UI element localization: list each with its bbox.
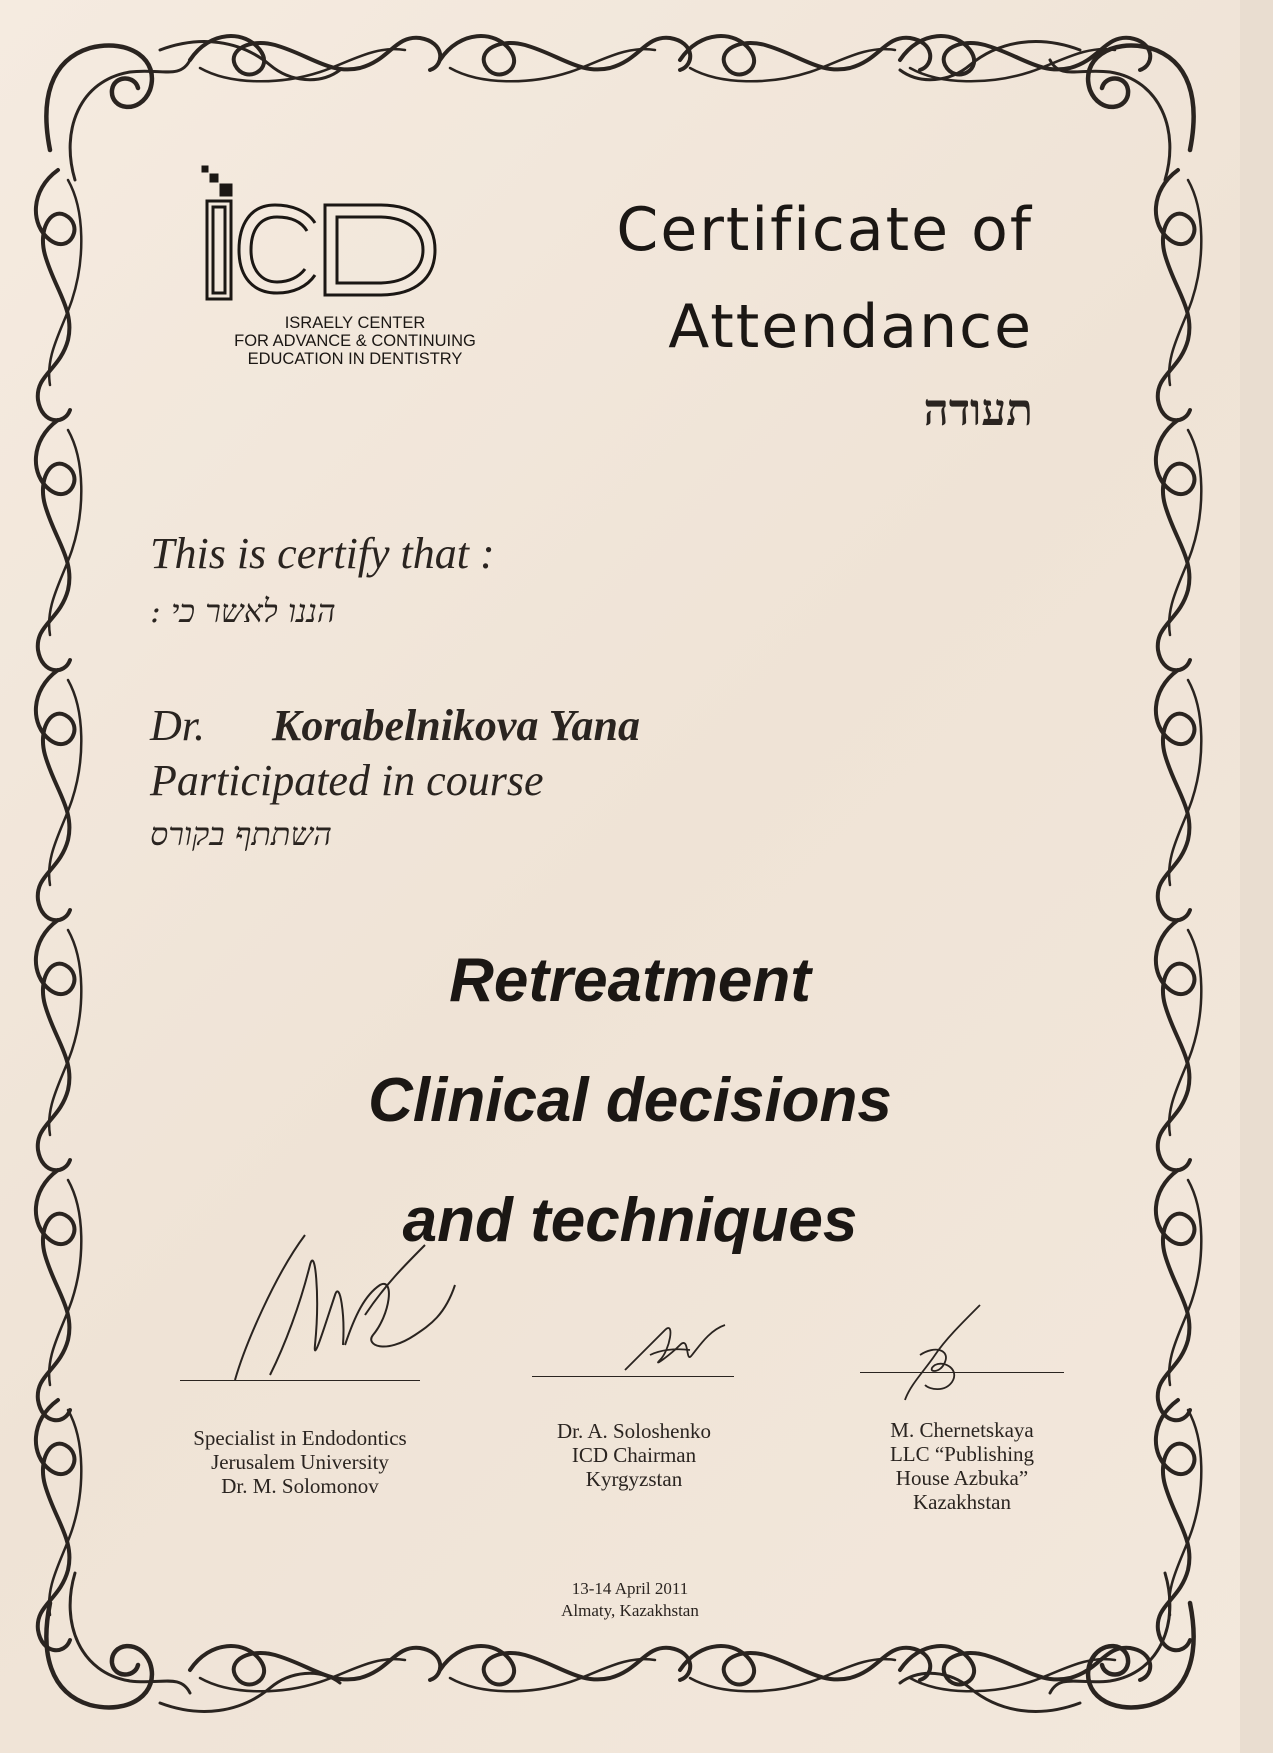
recipient-name: Korabelnikova Yana [272, 701, 640, 750]
signatory-1 [150, 1426, 450, 1498]
signatory-1-line-1: Specialist in Endodontics [193, 1426, 407, 1450]
signatory-3-line-1: M. Chernetskaya [890, 1418, 1034, 1442]
course-line-2: Clinical decisions [368, 1066, 892, 1135]
title-line-1: Certificate of [616, 195, 1033, 265]
logo-caption [205, 314, 505, 368]
icd-logo-icon [195, 165, 455, 330]
event-footer [460, 1578, 800, 1622]
recipient-prefix: Dr. [150, 701, 206, 750]
signature-line-3 [860, 1372, 1064, 1373]
signatory-3 [812, 1418, 1112, 1514]
title-line-2: Attendance [668, 292, 1033, 362]
participation-text: Participated in course [150, 756, 544, 805]
signatory-2-line-2: ICD Chairman [571, 1443, 697, 1467]
event-dates: 13-14 April 2011 [571, 1579, 689, 1598]
event-place: Almaty, Kazakhstan [561, 1601, 699, 1620]
certify-text: This is certify that : [150, 529, 495, 578]
signature-line-1 [180, 1380, 420, 1381]
signature-soloshenko-icon [620, 1310, 730, 1380]
signature-solomonov-icon [215, 1225, 485, 1395]
logo-line-3: EDUCATION IN DENTISTRY [247, 350, 463, 368]
signatory-2-line-3: Kyrgyzstan [585, 1467, 683, 1491]
signatory-1-line-3: Dr. M. Solomonov [221, 1474, 379, 1498]
scan-edge [1240, 0, 1273, 1753]
signatory-2-line-1: Dr. A. Soloshenko [556, 1419, 711, 1443]
signatory-3-line-2: LLC “Publishing [889, 1442, 1035, 1466]
signature-chernetskaya-icon [890, 1300, 1000, 1410]
certify-hebrew: הננו לאשר כי : [150, 592, 336, 630]
logo-line-2: FOR ADVANCE & CONTINUING [234, 332, 476, 350]
title-hebrew: תעודה [923, 385, 1033, 436]
participation-hebrew: השתתף בקורס [150, 815, 332, 853]
signatory-1-line-2: Jerusalem University [211, 1450, 389, 1474]
signatory-2 [484, 1419, 784, 1491]
signature-line-2 [532, 1376, 734, 1377]
course-line-3: and techniques [402, 1186, 858, 1255]
signatory-3-line-3: House Azbuka” [895, 1466, 1029, 1490]
signatory-3-line-4: Kazakhstan [913, 1490, 1011, 1514]
course-line-1: Retreatment [449, 946, 811, 1015]
logo-line-1: ISRAELY CENTER [284, 314, 426, 332]
